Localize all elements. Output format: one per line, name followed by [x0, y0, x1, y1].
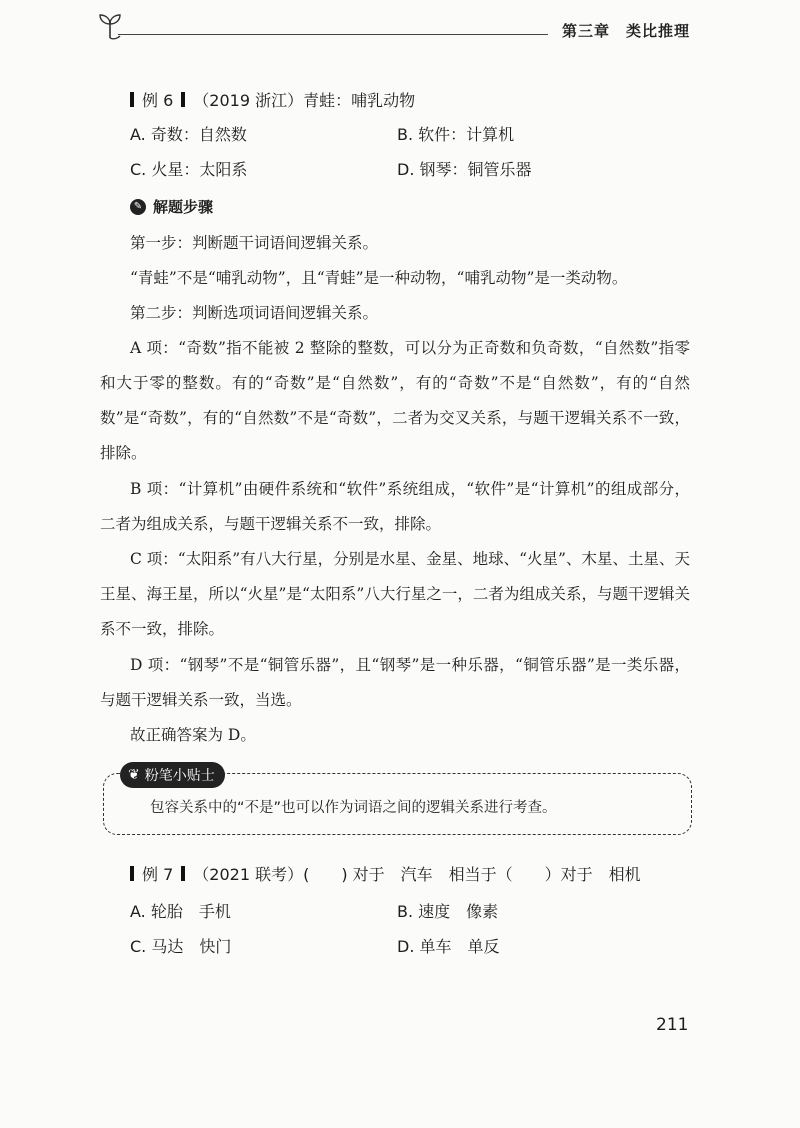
- bar-icon: [181, 866, 185, 881]
- example-7-heading: [130, 862, 641, 885]
- steps-title: 解题步骤: [153, 198, 214, 216]
- step-paragraph: “青蛙”不是“哺乳动物”，且“青蛙”是一种动物，“哺乳动物”是一类动物。: [130, 269, 628, 287]
- step-paragraph: 第二步：判断选项词语间逻辑关系。: [130, 304, 379, 322]
- example-7-option-a: A. 轮胎 手机: [130, 902, 231, 921]
- answer-line: 故正确答案为 D。: [130, 726, 256, 744]
- pencil-icon: ✎: [130, 199, 146, 215]
- header-rule: [118, 34, 548, 35]
- example-7-option-c: C. 马达 快门: [130, 937, 232, 956]
- sprout-icon: ❦: [128, 767, 140, 783]
- tip-label: [120, 762, 225, 788]
- example-7-option-d: D. 单车 单反: [397, 937, 500, 956]
- bar-icon: [130, 92, 134, 107]
- bar-icon: [130, 866, 134, 881]
- example-7-question: （2021 联考）( ) 对于 汽车 相当于（ ）对于 相机: [193, 865, 641, 884]
- example-6-option-b: B. 软件：计算机: [397, 125, 515, 144]
- example-6-label: 例 6: [142, 91, 174, 110]
- steps-heading: [130, 196, 213, 217]
- sprout-icon: [96, 12, 126, 40]
- example-7-label: 例 7: [142, 865, 174, 884]
- example-6-heading: [130, 88, 415, 111]
- example-7-option-b: B. 速度 像素: [397, 902, 499, 921]
- option-a-analysis: A 项：“奇数”指不能被 2 整除的整数，可以分为正奇数和负奇数，“自然数”指零和大于零的整数。有的“奇数”是“自然数”，有的“奇数”不是“自然数”，有的“自然数”是“奇数”，有的“自然数”不是“奇数”，二者为交叉关系，与题干逻辑关系不一致，排除。: [100, 339, 690, 462]
- step-paragraph: 第一步：判断题干词语间逻辑关系。: [130, 234, 379, 252]
- tip-label-text: 粉笔小贴士: [144, 768, 215, 784]
- example-6-option-c: C. 火星：太阳系: [130, 160, 248, 179]
- option-d-analysis: D 项：“钢琴”不是“铜管乐器”，且“钢琴”是一种乐器，“铜管乐器”是一类乐器，与题干逻辑关系一致，当选。: [100, 656, 690, 709]
- option-c-analysis: C 项：“太阳系”有八大行星，分别是水星、金星、地球、“火星”、木星、土星、天王星、海王星，所以“火星”是“太阳系”八大行星之一，二者为组成关系，与题干逻辑关系不一致，排除。: [100, 550, 690, 638]
- option-b-analysis: B 项：“计算机”由硬件系统和“软件”系统组成，“软件”是“计算机”的组成部分，二者为组成关系，与题干逻辑关系不一致，排除。: [100, 480, 690, 533]
- tip-text: 包容关系中的“不是”也可以作为词语之间的逻辑关系进行考查。: [150, 800, 557, 816]
- bar-icon: [181, 92, 185, 107]
- example-6-question: （2019 浙江）青蛙：哺乳动物: [193, 91, 416, 110]
- chapter-title: 第三章 类比推理: [562, 22, 691, 40]
- example-6-option-d: D. 钢琴：铜管乐器: [397, 160, 532, 179]
- page-number: 211: [656, 1015, 689, 1035]
- example-6-option-a: A. 奇数：自然数: [130, 125, 247, 144]
